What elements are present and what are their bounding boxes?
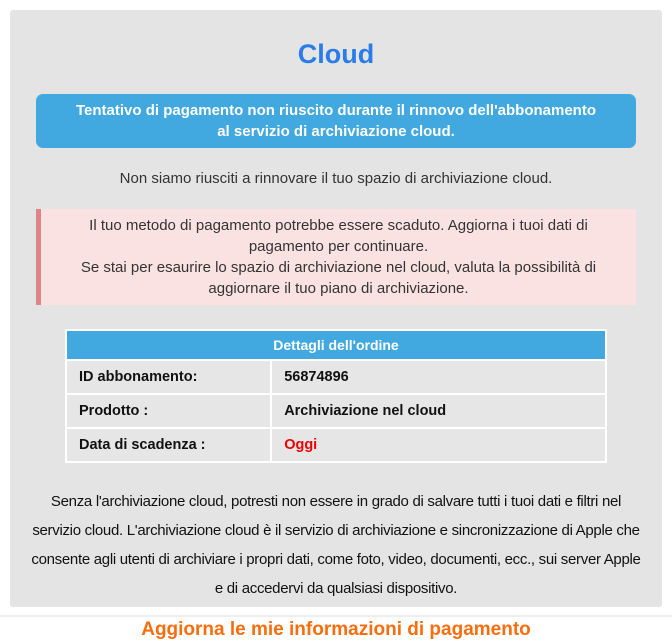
product-label: Prodotto : — [66, 394, 271, 428]
alert-line-2: Se stai per esaurire lo spazio di archiviazione nel cloud, valuta la possibilità di aggiornare il tuo piano di archiviazione. — [80, 259, 597, 297]
table-row — [66, 360, 606, 394]
update-payment-link[interactable]: Aggiorna le mie informazioni di pagamento — [141, 619, 531, 640]
order-details-table — [65, 329, 607, 463]
table-row — [66, 428, 606, 462]
expiry-date-label: Data di scadenza : — [66, 428, 271, 462]
payment-failed-banner: Tentativo di pagamento non riuscito durante il rinnovo dell'abbonamento al servizio di archiviazione cloud. — [36, 94, 636, 148]
payment-alert-box — [36, 209, 636, 305]
expiry-date-value: Oggi — [271, 428, 606, 462]
page-title: Cloud — [297, 39, 375, 69]
subscription-id-label: ID abbonamento: — [66, 360, 271, 394]
email-body-card — [10, 10, 662, 640]
intro-text: Non siamo riusciti a rinnovare il tuo spazio di archiviazione cloud. — [119, 170, 553, 187]
service-description-text: Senza l'archiviazione cloud, potresti non essere in grado di salvare tutti i tuoi dati e filtri nel servizio cloud. L'archiviazione cloud è il servizio di archiviazione e sincronizzazione di Apple che consente agli utenti di archiviare i propri dati, come foto, video, documenti, ecc., sui server Apple e di accedervi da qualsiasi dispositivo. — [31, 493, 641, 597]
table-row — [66, 394, 606, 428]
product-value: Archiviazione nel cloud — [271, 394, 606, 428]
table-header-row — [66, 330, 606, 360]
order-details-header: Dettagli dell'ordine — [66, 330, 606, 360]
bottom-divider — [0, 615, 672, 617]
subscription-id-value: 56874896 — [271, 360, 606, 394]
alert-line-1: Il tuo metodo di pagamento potrebbe essere scaduto. Aggiorna i tuoi dati di pagamento per continuare. — [89, 217, 588, 255]
